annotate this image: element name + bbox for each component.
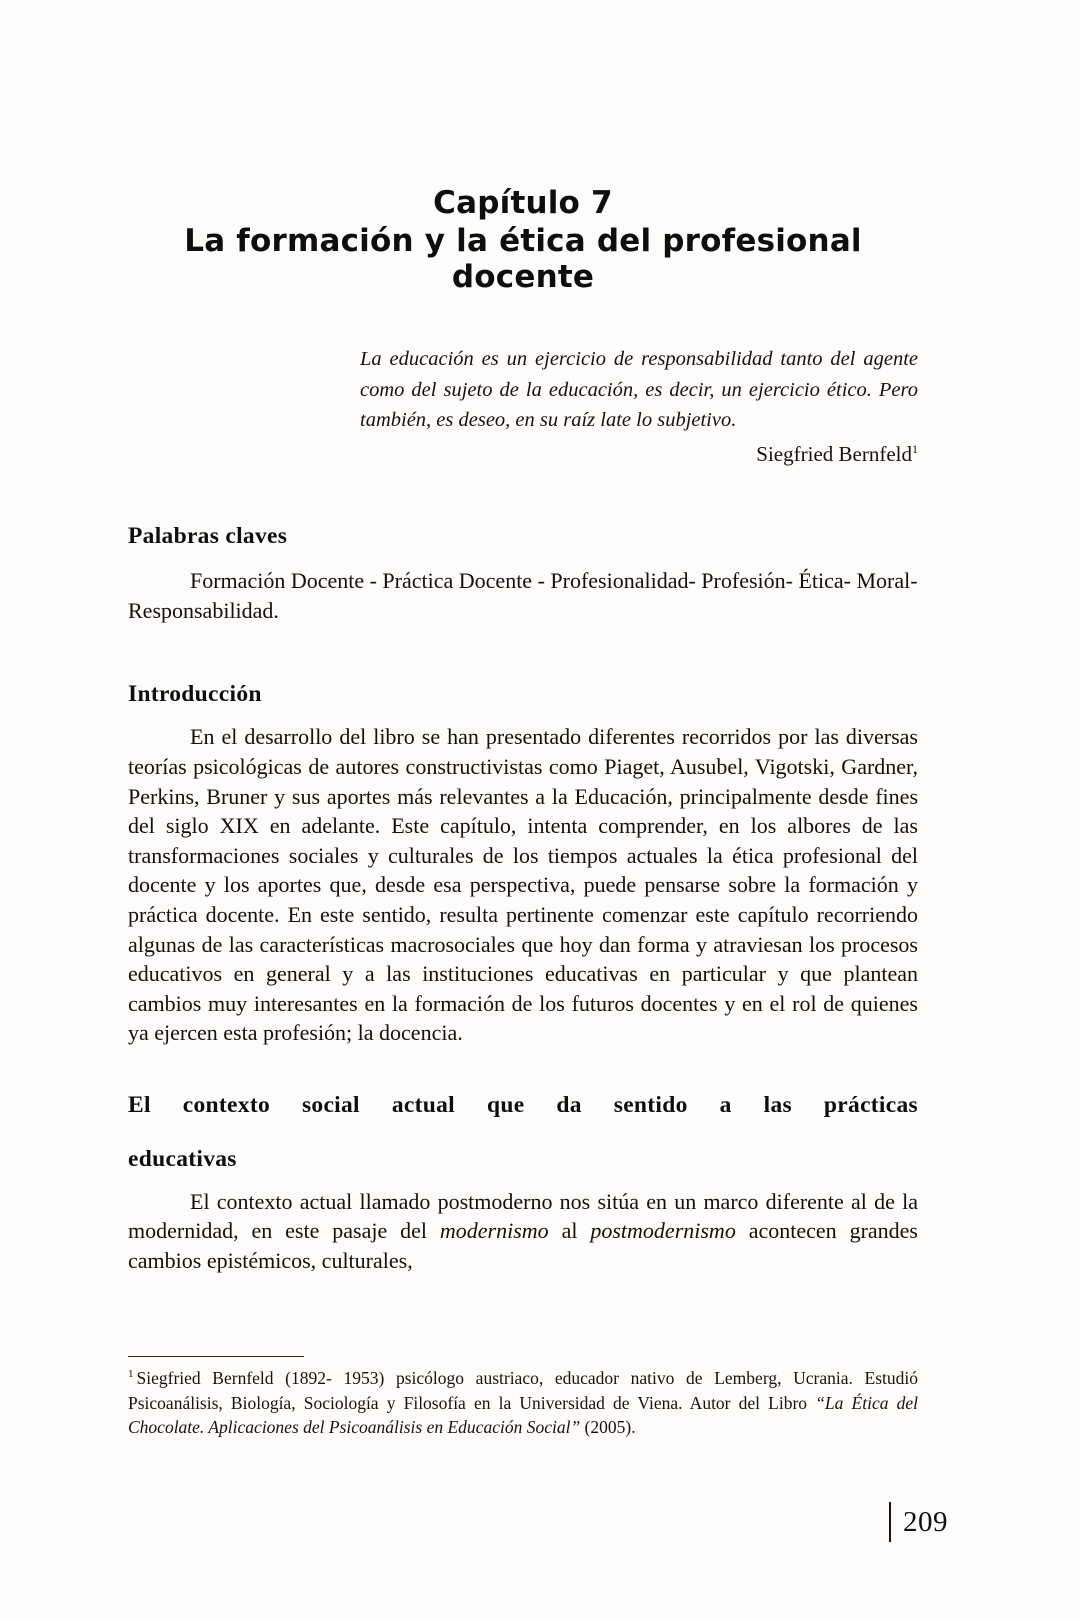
footnote-content	[128, 1366, 918, 1440]
paragraph-contexto-italic1: modernismo	[439, 1218, 549, 1244]
paragraph-contexto-italic2: postmodernismo	[590, 1218, 736, 1244]
epigraph-footnote-marker: 1	[912, 442, 918, 457]
paragraph-palabras-claves: Formación Docente - Práctica Docente - Profesionalidad- Profesión- Ética- Moral- Responsabilidad.	[128, 568, 918, 623]
page-folio	[889, 1502, 948, 1542]
epigraph-author: Siegfried Bernfeld	[756, 442, 912, 467]
heading-introduccion: Introducción	[128, 681, 262, 708]
page-number: 209	[903, 1505, 948, 1538]
chapter-heading	[128, 186, 918, 296]
heading-contexto-social-line1: El contexto social actual que da sentido a las prácticas	[128, 1091, 918, 1118]
footnote-block	[128, 1356, 918, 1440]
folio-rule	[889, 1502, 891, 1542]
heading-contexto-social-line2: educativas	[128, 1145, 237, 1172]
epigraph-attribution	[360, 442, 918, 467]
paragraph-contexto-part1: El contexto actual llamado postmoderno nos sitúa en un marco diferente al de la modernidad, en este pasaje del	[128, 1188, 918, 1244]
footnote-marker: 1	[128, 1368, 134, 1381]
footnote-part1: Siegfried Bernfeld (1892- 1953) psicólogo austriaco, educador nativo de Lemberg, Ucrania. Estudió Psicoanálisis, Biología, Sociología y Filosofía en la Universidad de Viena. Autor del Libro	[128, 1368, 918, 1413]
paragraph-introduccion: En el desarrollo del libro se han presentado diferentes recorridos por las diversas teorías psicológicas de autores constructivistas como Piaget, Ausubel, Vigotski, Gardner, Perkins, Bruner y sus aportes más relevantes a la Educación, principalmente desde fines del siglo XIX en adelante. Este capítulo, intenta comprender, en los albores de las transformaciones sociales y culturales de los tiempos actuales la ética profesional del docente y los aportes que, desde esa perspectiva, puede pensarse sobre la formación y práctica docente. En este sentido, resulta pertinente comenzar este capítulo recorriendo algunas de las características macrosociales que hoy dan forma y atraviesan los procesos educativos en general y a las instituciones educativas en particular y que plantean cambios muy interesantes en la formación de los futuros docentes y en el rol de quienes ya ejercen esta profesión; la docencia.	[128, 724, 918, 1046]
footnote-separator-rule	[128, 1356, 304, 1357]
chapter-title: La formación y la ética del profesional docente	[184, 222, 862, 295]
footnote-part2: (2005).	[580, 1417, 636, 1437]
chapter-number: Capítulo 7	[433, 185, 613, 221]
paragraph-contexto-social	[128, 1187, 918, 1276]
heading-palabras-claves: Palabras claves	[128, 523, 288, 550]
paragraph-contexto-part3: acontecen grandes cambios epistémicos, culturales,	[128, 1218, 918, 1273]
page-content	[128, 186, 918, 1276]
footnote-italic-title: “La Ética del Chocolate. Aplicaciones del Psicoanálisis en Educación Social”	[128, 1392, 918, 1437]
paragraph-contexto-part2: al	[548, 1218, 591, 1244]
heading-contexto-social	[128, 1092, 918, 1173]
epigraph-text: La educación es un ejercicio de responsabilidad tanto del agente como del sujeto de la educación, es decir, un ejercicio ético. Pero también, es deseo, en su raíz late lo subjetivo.	[360, 347, 918, 432]
